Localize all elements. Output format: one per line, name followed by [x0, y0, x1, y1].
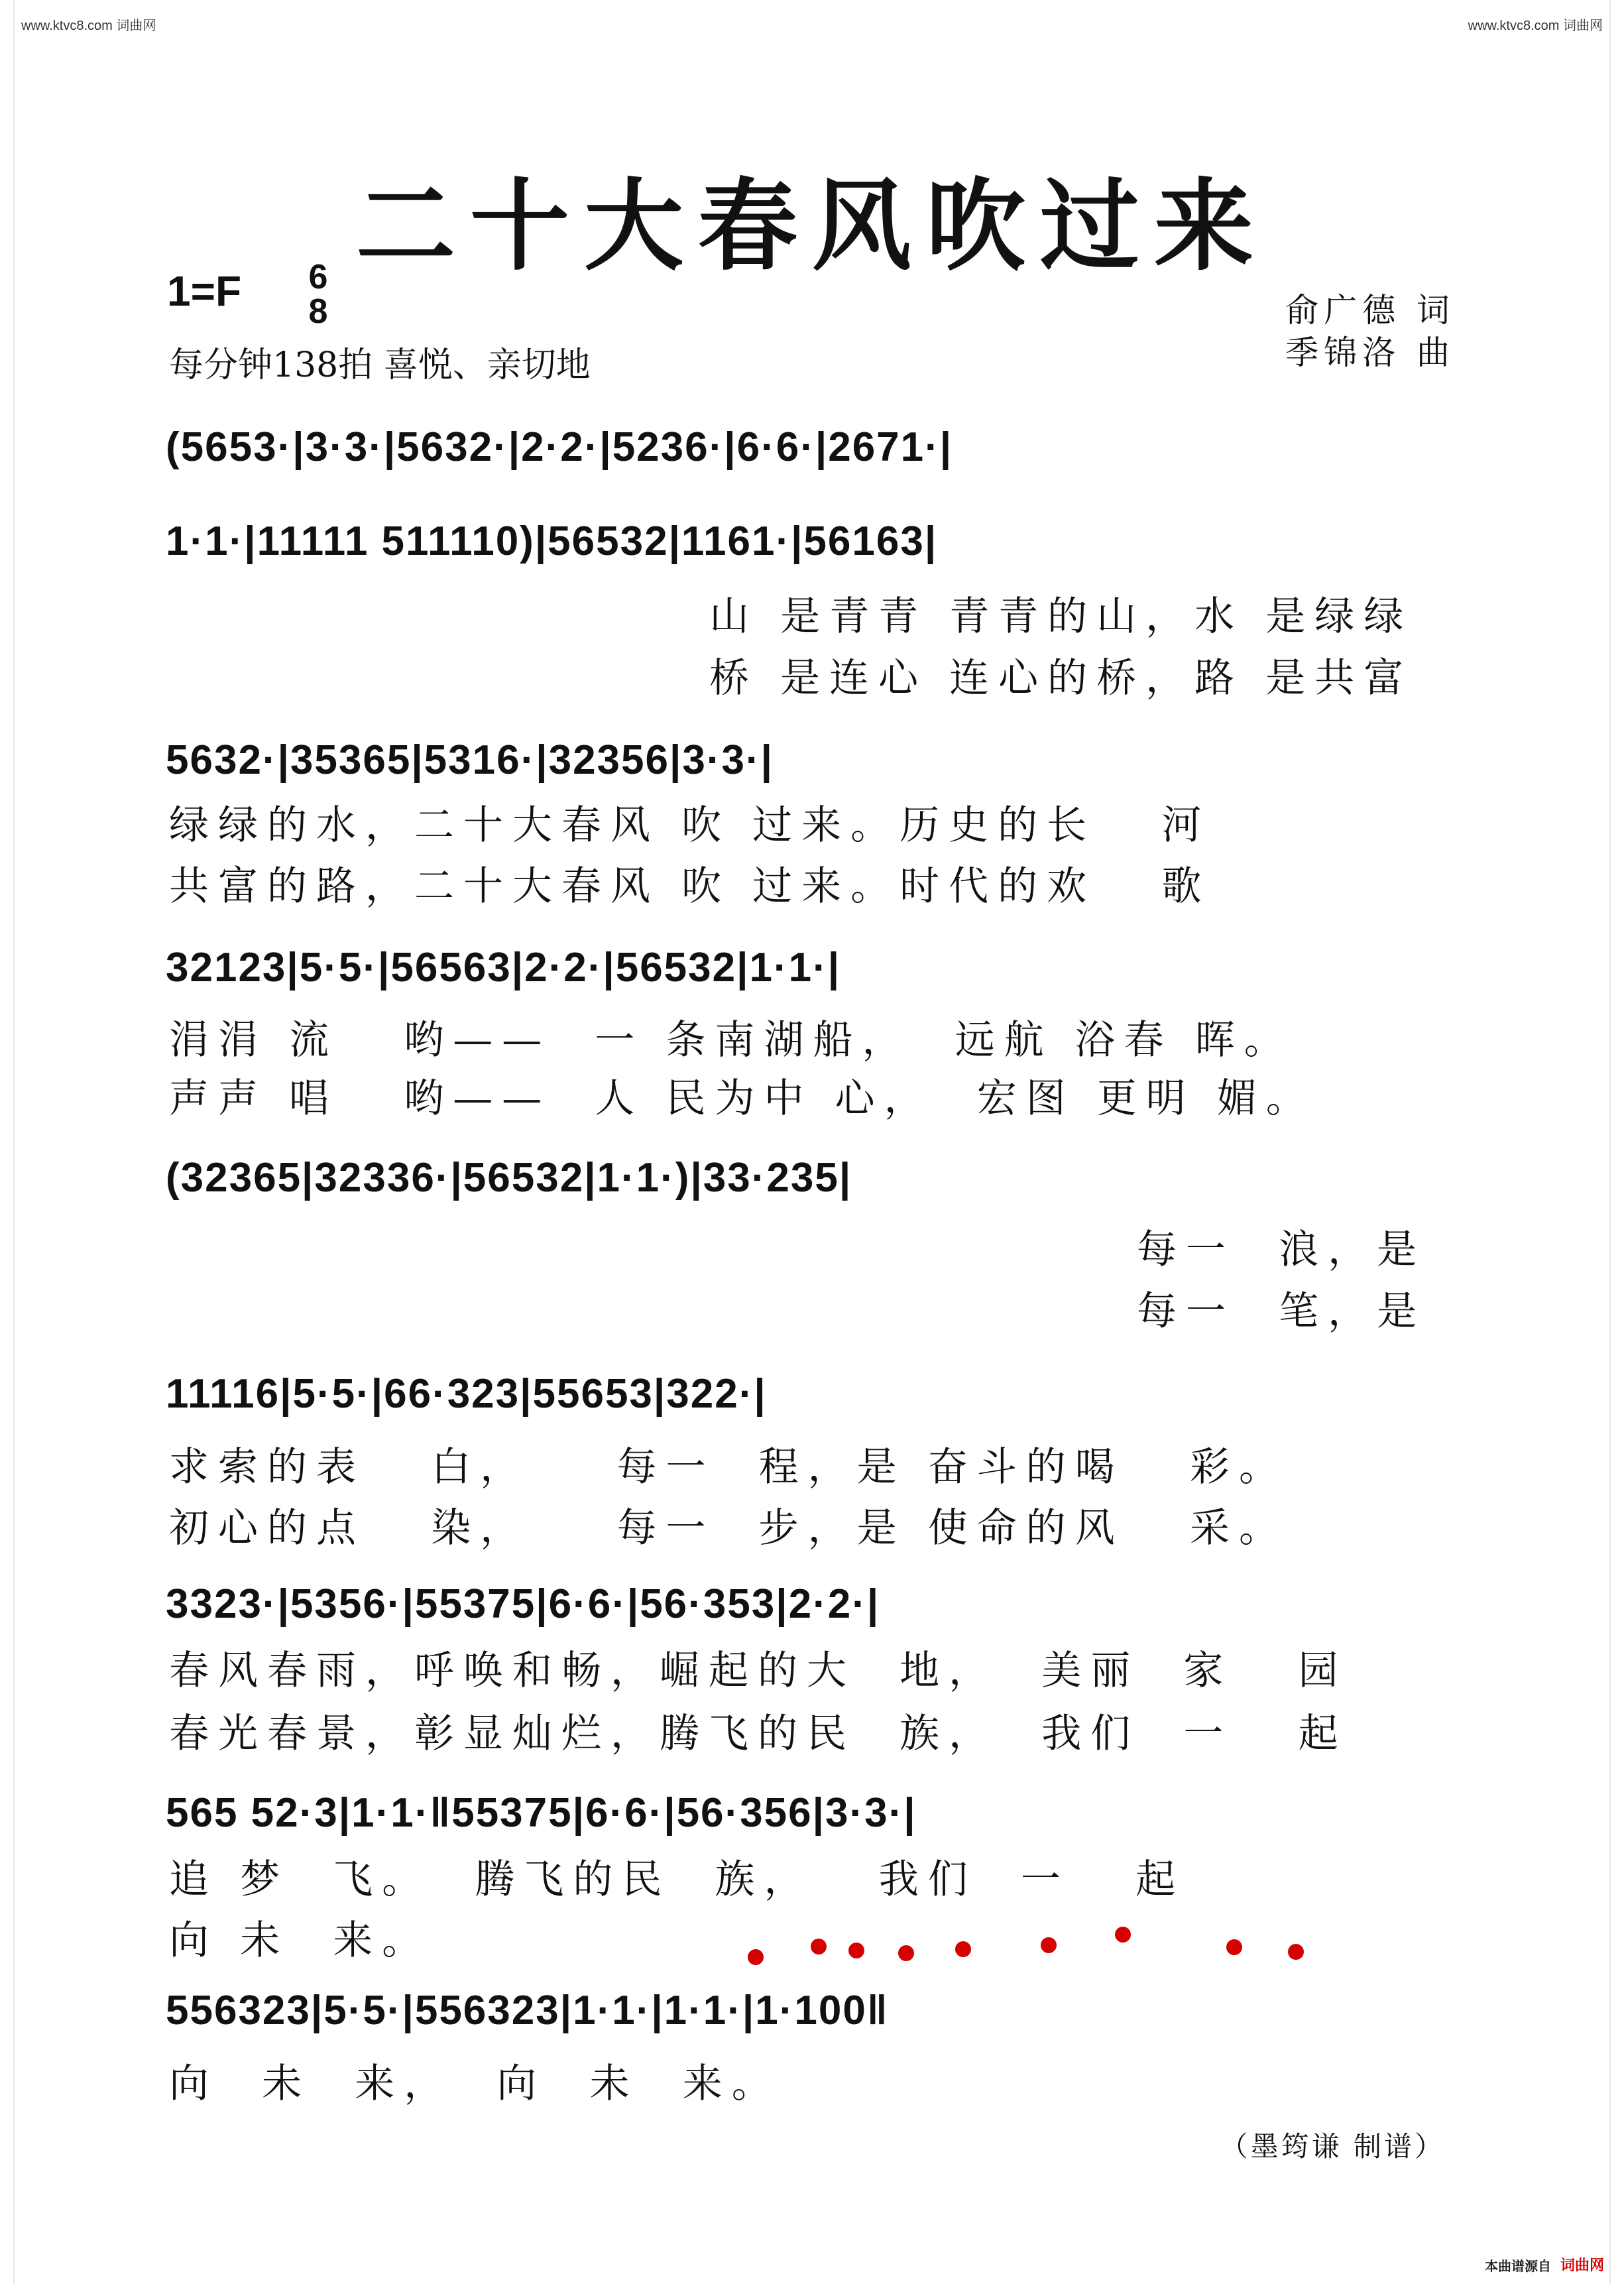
red-dot: [748, 1949, 764, 1965]
lyric-line-4b: 声声 唱 哟—— 人 民为中 心， 宏图 更明 媚。: [169, 1075, 1315, 1122]
lyric-line-8b: 向 未 来。: [169, 1917, 432, 1964]
red-dot: [1226, 1939, 1242, 1955]
notes-line-1: (5653·|3·3·|5632·|2·2·|5236·|6·6·|2671·|: [166, 424, 953, 470]
lyric-line-9a: 向 未 来， 向 未 来。: [169, 2061, 781, 2107]
notes-line-6: 11116|5·5·|66·323|55653|322·|: [166, 1371, 767, 1417]
key-signature: 1=F: [167, 267, 242, 315]
notes-line-2: 1·1·|11111 511110)|56532|1161·|56163|: [166, 518, 938, 564]
tempo-marking: 每分钟138拍 喜悦、亲切地: [169, 345, 591, 385]
lyric-line-7b: 春光春景，彰显灿烂，腾飞的民 族， 我们 一 起: [169, 1711, 1348, 1757]
red-dot: [848, 1943, 864, 1958]
site-header-right: www.ktvc8.com 词曲网: [1468, 19, 1603, 33]
lyric-line-2a: 山 是青青 青青的山，水 是绿绿: [709, 593, 1413, 640]
red-dot: [1288, 1944, 1304, 1960]
lyric-line-6b: 初心的点 染， 每一 步，是 使命的风 采。: [169, 1505, 1288, 1551]
time-signature-top: 6: [308, 258, 328, 296]
time-signature-bottom: 8: [308, 292, 328, 331]
red-dot: [811, 1939, 827, 1954]
composer-credit: 季锦洛 曲: [1285, 333, 1455, 372]
red-dot: [1041, 1937, 1057, 1953]
notes-line-7: 3323·|5356·|55375|6·6·|56·353|2·2·|: [166, 1581, 880, 1627]
red-dot: [898, 1945, 914, 1961]
footer-source-text: 本曲谱源自: [1485, 2259, 1551, 2274]
footer-site-logo: 词曲网: [1560, 2257, 1604, 2273]
red-dot: [1115, 1927, 1131, 1943]
site-header-left: www.ktvc8.com 词曲网: [21, 19, 156, 33]
lyric-line-3b: 共富的路，二十大春风 吹 过来。时代的欢 歌: [169, 863, 1211, 910]
lyric-line-7a: 春风春雨，呼唤和畅，崛起的大 地， 美丽 家 园: [169, 1648, 1348, 1694]
lyric-line-3a: 绿绿的水，二十大春风 吹 过来。历史的长 河: [169, 802, 1211, 849]
lyric-line-2b: 桥 是连心 连心的桥，路 是共富: [709, 655, 1413, 701]
lyric-line-8a: 追 梦 飞。 腾飞的民 族， 我们 一 起: [169, 1856, 1185, 1903]
right-border-line: [1609, 0, 1611, 2284]
notes-line-5: (32365|32336·|56532|1·1·)|33·235|: [166, 1155, 852, 1201]
left-border-line: [13, 0, 15, 2284]
lyric-line-6a: 求索的表 白， 每一 程，是 奋斗的喝 彩。: [169, 1444, 1288, 1490]
lyricist-credit: 俞广德 词: [1285, 291, 1455, 330]
notes-line-3: 5632·|35365|5316·|32356|3·3·|: [166, 737, 774, 783]
notes-line-9: 556323|5·5·|556323|1·1·|1·1·|1·100‖: [166, 1988, 889, 2033]
arranger-credit: （墨筠谦 制谱）: [1220, 2130, 1445, 2163]
red-dot: [955, 1941, 971, 1957]
lyric-line-5a: 每一 浪，是: [1137, 1227, 1426, 1273]
lyric-line-4a: 涓涓 流 哟—— 一 条南湖船， 远航 浴春 晖。: [169, 1017, 1293, 1063]
notes-line-4: 32123|5·5·|56563|2·2·|56532|1·1·|: [166, 945, 841, 991]
song-title: 二十大春风吹过来: [355, 168, 1268, 284]
notes-line-8: 565 52·3|1·1·‖55375|6·6·|56·356|3·3·|: [166, 1790, 917, 1836]
lyric-line-5b: 每一 笔，是: [1137, 1288, 1426, 1335]
